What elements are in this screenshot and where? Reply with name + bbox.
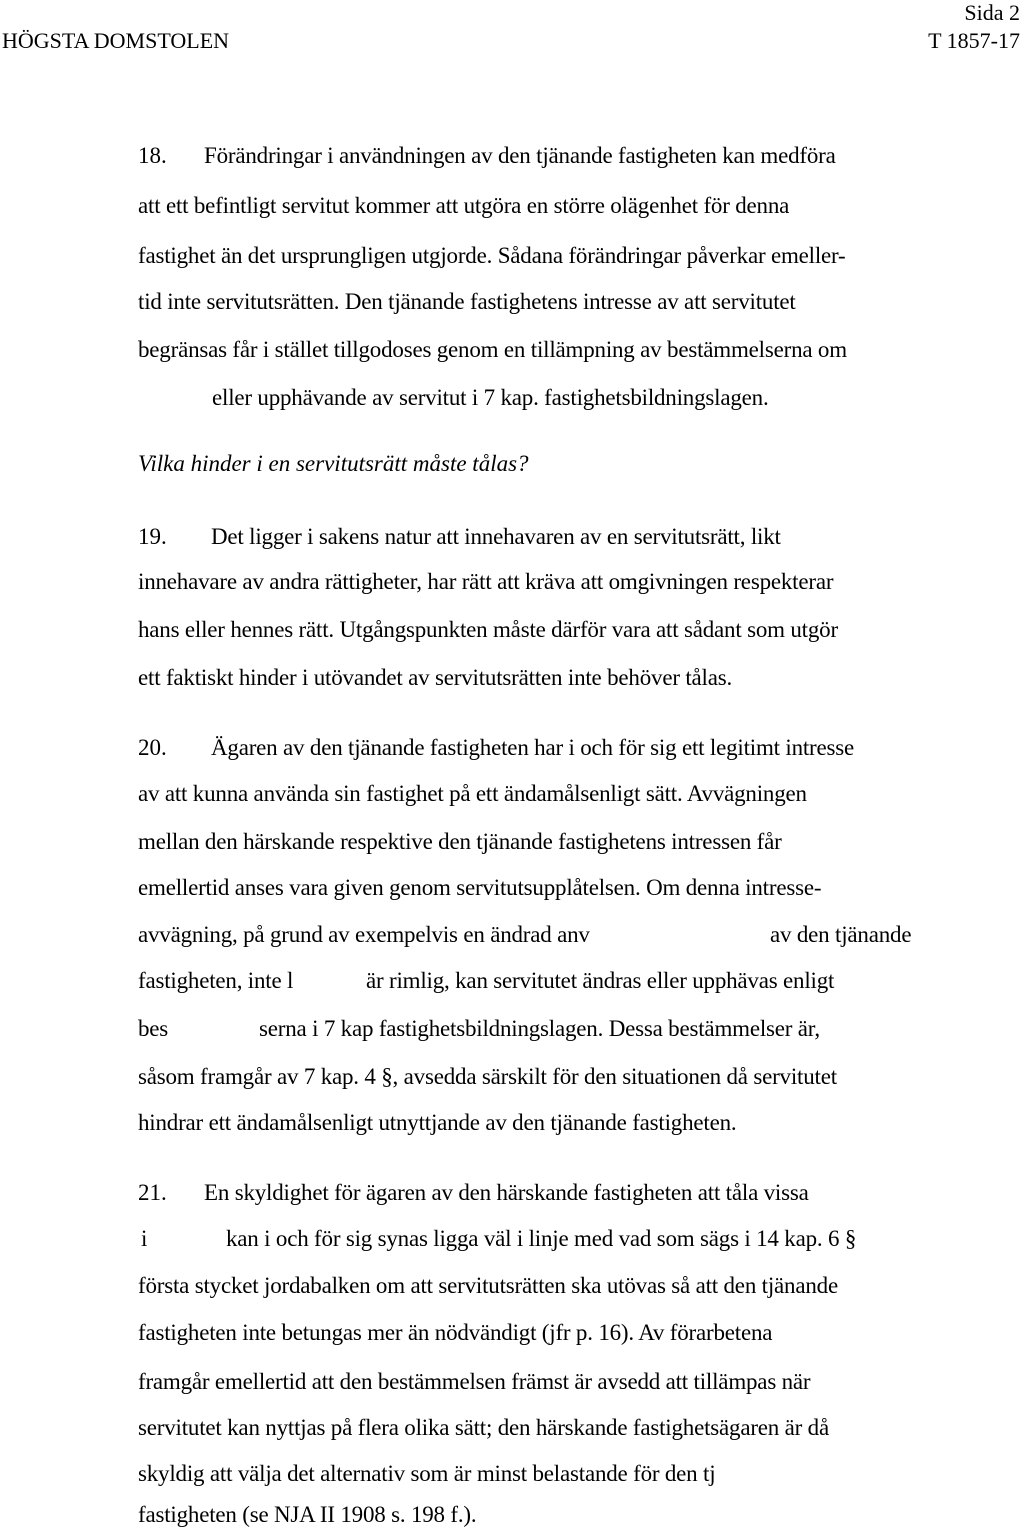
paragraph-line: fastighet än det ursprungligen utgjorde. Sådana förändringar påverkar emeller- [138, 243, 846, 268]
paragraph-line: av den tjänande [770, 922, 912, 947]
paragraph-line: hindrar ett ändamålsenligt utnyttjande av den tjänande fastigheten. [138, 1110, 737, 1135]
paragraph-number: 18. [138, 143, 167, 168]
page-number: Sida 2 [964, 0, 1020, 25]
paragraph-line: begränsas får i stället tillgodoses genom en tillämpning av bestämmelserna om [138, 337, 847, 362]
court-name: HÖGSTA DOMSTOLEN [2, 28, 230, 53]
paragraph-line: tid inte servitutsrätten. Den tjänande fastighetens intresse av att servitutet [138, 289, 796, 314]
paragraph-line: skyldig att välja det alternativ som är minst belastande för den tj [138, 1461, 716, 1486]
paragraph-line: innehavare av andra rättigheter, har rätt att kräva att omgivningen respekterar [138, 569, 834, 594]
paragraph-line: första stycket jordabalken om att servitutsrätten ska utövas så att den tjänande [138, 1273, 838, 1298]
paragraph-line: mellan den härskande respektive den tjänande fastighetens intressen får [138, 829, 782, 854]
paragraph-line: fastigheten (se NJA II 1908 s. 198 f.). [138, 1502, 477, 1527]
paragraph-line: bes [138, 1016, 169, 1041]
paragraph-line: Ägaren av den tjänande fastigheten har i och för sig ett legitimt intresse [211, 735, 855, 760]
paragraph-line: emellertid anses vara given genom servitutsupplåtelsen. Om denna intresse- [138, 875, 822, 900]
paragraph-line: En skyldighet för ägaren av den härskande fastigheten att tåla vissa [204, 1180, 809, 1205]
paragraph-line: eller upphävande av servitut i 7 kap. fastighetsbildningslagen. [212, 385, 769, 410]
paragraph-line: ett faktiskt hinder i utövandet av servitutsrätten inte behöver tålas. [138, 665, 733, 690]
paragraph-line: är rimlig, kan servitutet ändras eller upphävas enligt [366, 968, 835, 993]
paragraph-line: avvägning, på grund av exempelvis en ändrad anv [138, 922, 590, 947]
paragraph-line: av att kunna använda sin fastighet på ett ändamålsenligt sätt. Avvägningen [138, 781, 807, 806]
paragraph-line: fastigheten inte betungas mer än nödvändigt (jfr p. 16). Av förarbetena [138, 1320, 773, 1345]
section-heading: Vilka hinder i en servitutsrätt måste tålas? [138, 451, 529, 476]
paragraph-line: Förändringar i användningen av den tjänande fastigheten kan medföra [204, 143, 836, 168]
paragraph-number: 20. [138, 735, 167, 760]
paragraph-number: 19. [138, 524, 167, 549]
paragraph-number: 21. [138, 1180, 167, 1205]
paragraph-line: fastigheten, inte l [138, 968, 294, 993]
paragraph-line: att ett befintligt servitut kommer att utgöra en större olägenhet för denna [138, 193, 790, 218]
paragraph-line: Det ligger i sakens natur att innehavaren av en servitutsrätt, likt [211, 524, 781, 549]
case-number: T 1857-17 [928, 28, 1020, 53]
paragraph-line: servitutet kan nyttjas på flera olika sätt; den härskande fastighetsägaren är då [138, 1415, 829, 1440]
paragraph-line: serna i 7 kap fastighetsbildningslagen. Dessa bestämmelser är, [259, 1016, 820, 1041]
paragraph-line: framgår emellertid att den bestämmelsen främst är avsedd att tillämpas när [138, 1369, 811, 1394]
paragraph-line: kan i och för sig synas ligga väl i linje med vad som sägs i 14 kap. 6 § [226, 1226, 857, 1251]
paragraph-line: hans eller hennes rätt. Utgångspunkten måste därför vara att sådant som utgör [138, 617, 838, 642]
paragraph-line: i [141, 1226, 148, 1251]
paragraph-line: såsom framgår av 7 kap. 4 §, avsedda särskilt för den situationen då servitutet [138, 1064, 837, 1089]
